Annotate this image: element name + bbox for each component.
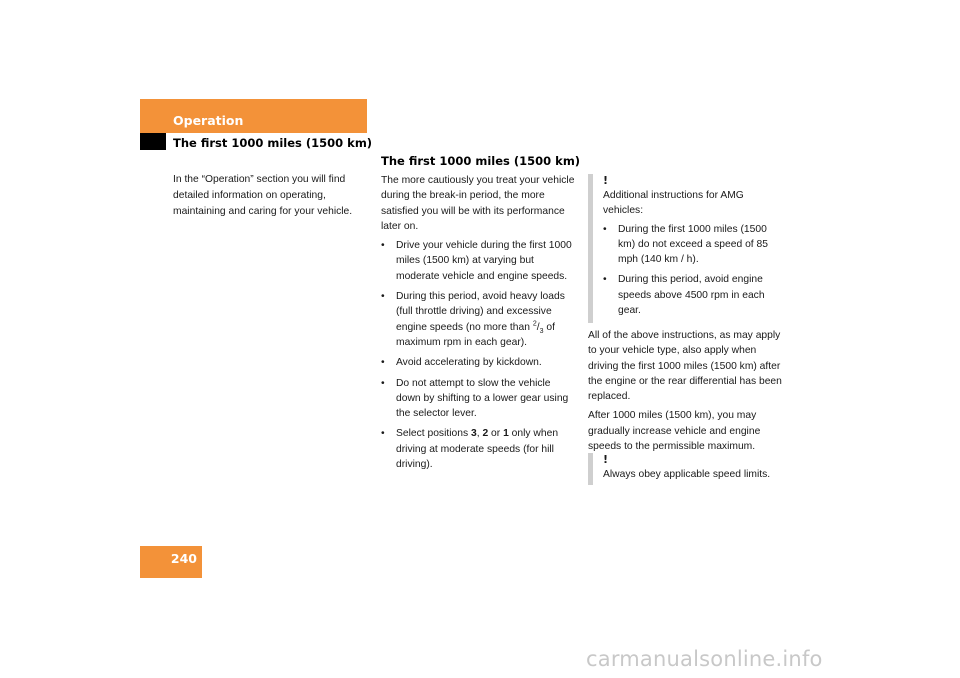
section-title: Operation: [173, 113, 244, 128]
bullet-icon: •: [381, 428, 385, 440]
list-item: • During this period, avoid engine speeds above 4500 rpm in each gear.: [603, 274, 765, 317]
bullet-icon: •: [381, 357, 385, 369]
exclamation-icon: !: [603, 174, 609, 187]
break-in-list: [381, 238, 576, 472]
bullet-icon: •: [381, 377, 385, 389]
amg-note-list: [603, 222, 783, 319]
right-column: [588, 328, 784, 458]
bullet-icon: •: [603, 223, 607, 235]
list-item: • Avoid accelerating by kickdown.: [381, 355, 576, 370]
list-item: • Drive your vehicle during the first 1000 miles (1500 km) at varying but moderate vehicle and engine speeds.: [381, 240, 572, 282]
list-item: • During the first 1000 miles (1500 km) do not exceed a speed of 85 mph (140 km / h).: [603, 223, 768, 266]
right-paragraph-2: After 1000 miles (1500 km), you may gradually increase vehicle and engine speeds to the permissible maximum.: [588, 410, 761, 453]
watermark: carmanualsonline.info: [586, 647, 823, 671]
amg-note: [588, 174, 783, 323]
break-in-column: [381, 173, 576, 477]
list-item: • Do not attempt to slow the vehicle down by shifting to a lower gear using the selector lever.: [381, 377, 569, 420]
note-intro: Additional instructions for AMG vehicles:: [603, 190, 744, 217]
page-number: 240: [170, 551, 197, 566]
subsection-title: The first 1000 miles (1500 km): [173, 136, 373, 150]
right-paragraph-1: All of the above instructions, as may apply to your vehicle type, also apply when driving the first 1000 miles (1500 km) after the engine or the rear differential has been replaced.: [588, 330, 782, 403]
intro-text: In the “Operation” section you will find detailed information on operating, maintaining and caring for your vehicle.: [173, 174, 353, 217]
list-item: • Select positions 3, 2 or 1 only when driving at moderate speeds (for hill driving).: [381, 428, 559, 471]
bullet-icon: •: [603, 274, 607, 286]
note-text: Always obey applicable speed limits.: [603, 469, 771, 480]
bullet-icon: •: [381, 240, 385, 252]
exclamation-icon: !: [603, 453, 609, 466]
page-number-box: [140, 546, 202, 578]
list-item: • During this period, avoid heavy loads (full throttle driving) and excessive engine speeds (no more than $^2/_3$ of maximum rpm in each gear).: [381, 291, 565, 348]
bullet-icon: •: [381, 291, 385, 303]
speed-limit-note: [588, 453, 783, 485]
main-heading: The first 1000 miles (1500 km): [381, 154, 581, 168]
break-in-paragraph: The more cautiously you treat your vehicle during the break-in period, the more satisfied you will be with its performance later on.: [381, 175, 575, 232]
subsection-marker: [140, 133, 166, 150]
